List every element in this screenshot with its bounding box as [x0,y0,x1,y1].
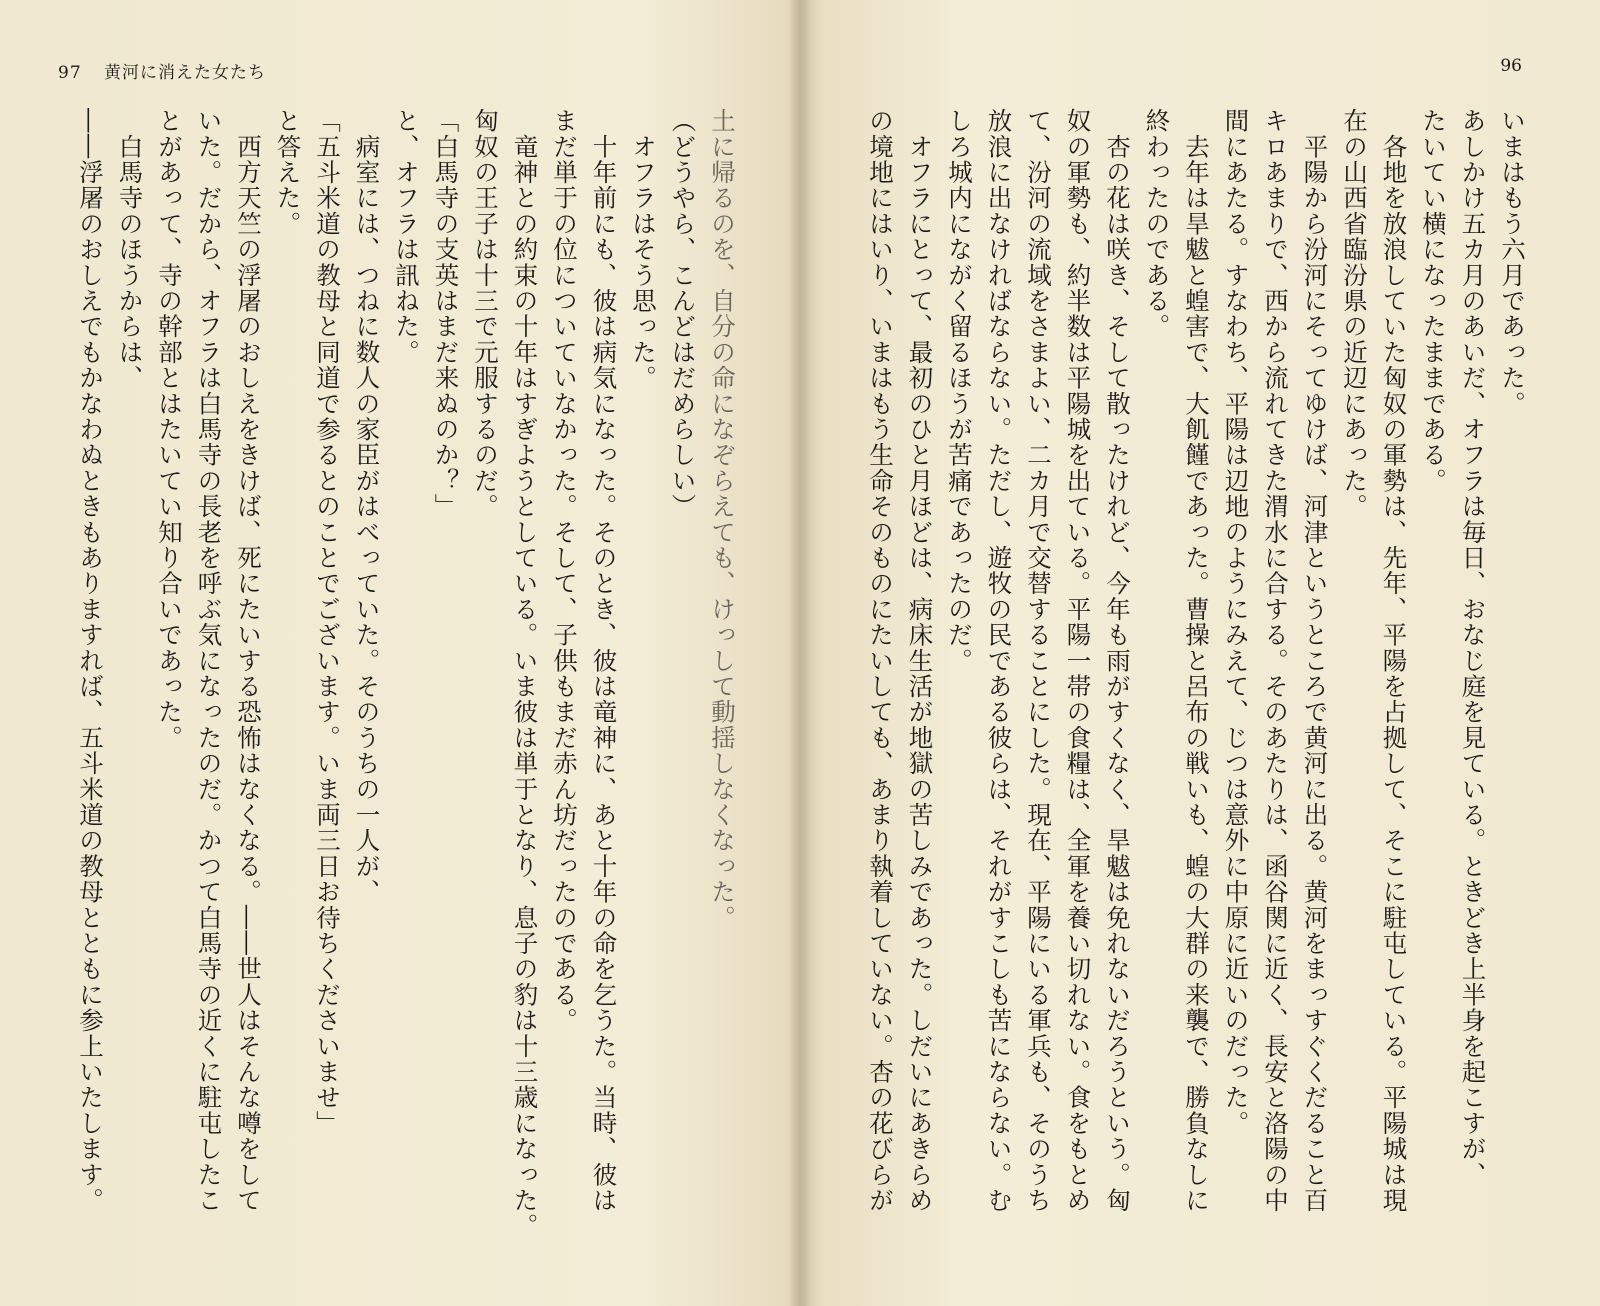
page-96 [800,0,1600,1306]
text-column: 竜神との約束の十年はすぎようとしている。いま彼は単于となり、息子の豹は十三歳になった。 [510,108,540,1239]
text-column: 奴の軍勢も、約半数は平陽城を出ている。平陽一帯の食糧は、全軍を養い切れない。食をもとめ [1063,108,1093,1214]
text-column: て、汾河の流域をさまよい、二カ月で交替することにした。現在、平陽にいる軍兵も、そのうち [1024,108,1053,1214]
text-column: 匈奴の王子は十三で元服するのだ。 [471,108,500,520]
text-column: しろ城内にながく留るほうが苦痛であったのだ。 [945,108,974,674]
text-column: ――浮屠のおしえでもかなわぬときもありますれば、五斗米道の教母とともに参上いたします。 [76,108,105,1214]
text-column: と答えた。 [273,108,303,237]
text-column: とがあって、寺の幹部とはたいてい知り合いであった。 [155,108,184,751]
text-column: 西方天竺の浮屠のおしえをきけば、死にたいする恐怖はなくなる。――世人はそんな噂をして [234,108,263,1214]
text-column: 放浪に出なければならない。ただし、遊牧の民である彼らは、それがすこしも苦にならない。む [984,108,1014,1214]
right-page-body [840,108,1532,1268]
text-column: 間にあたる。すなわち、平陽は辺地のようにみえて、じつは意外に中原に近いのだった。 [1221,108,1251,1136]
text-column: あしかけ五カ月のあいだ、オフラは毎日、おなじ庭を見ている。ときどき上半身を起こすが、 [1458,108,1488,1188]
text-column: 「白馬寺の支英はまだ来ぬのか？」 [431,108,461,520]
left-page-body [62,108,742,1268]
text-column: 在の山西省臨汾県の近辺にあった。 [1340,108,1369,520]
running-header [58,58,266,83]
text-column: 杏の花は咲き、そして散ったけれど、今年も雨がすくなく、旱魃は免れないだろうという。匈 [1103,108,1132,1214]
text-column: 白馬寺のほうからは、 [115,108,145,391]
page-number-right: 96 [1500,56,1522,76]
text-column: たいてい横になったままである。 [1419,108,1448,494]
text-column: （どうやら、こんどはだめらしい） [668,108,698,520]
text-column: 去年は旱魃と蝗害で、大飢饉であった。曹操と呂布の戦いも、蝗の大群の来襲で、勝負なしに [1182,108,1211,1214]
text-column: 平陽から汾河にそってゆけば、河津というところで黄河に出る。黄河をまっすぐくだること百 [1300,108,1330,1214]
page-number-left: 97 [58,63,82,83]
text-column: 「五斗米道の教母と同道で参るとのことでございます。いま両三日お待ちくださいませ」 [313,108,342,1136]
text-column: 十年前にも、彼は病気になった。そのとき、彼は竜神に、あと十年の命を乞うた。当時、彼は [589,108,619,1214]
text-column: 各地を放浪していた匈奴の軍勢は、先年、平陽を占拠して、そこに駐屯している。平陽城は現 [1379,108,1409,1214]
text-column: いまはもう六月であった。 [1498,108,1527,417]
text-column: オフラはそう思った。 [629,108,658,391]
text-column: いた。だから、オフラは白馬寺の長老を呼ぶ気になったのだ。かつて白馬寺の近くに駐屯したこ [194,108,224,1214]
text-column: 病室には、つねに数人の家臣がはべっていた。そのうちの一人が、 [352,108,382,905]
text-column: キロあまりで、西から流れてきた渭水に合する。そのあたりは、函谷関に近く、長安と洛陽の中 [1261,108,1290,1214]
text-column: の境地にはいり、いまはもう生命そのものにたいしても、あまり執着していない。杏の花びらが [866,108,895,1214]
running-title: 黄河に消えた女たち [104,63,267,83]
text-column: 終わったのである。 [1142,108,1172,340]
text-column: まだ単于の位についていなかった。そして、子供もまだ赤ん坊だったのである。 [550,108,579,1034]
text-column: 土に帰るのを、自分の命になぞらえても、けっして動揺しなくなった。 [708,108,737,931]
text-column: オフラにとって、最初のひと月ほどは、病床生活が地獄の苦しみであった。しだいにあきらめ [905,108,935,1214]
text-column: と、オフラは訊ねた。 [392,108,421,365]
